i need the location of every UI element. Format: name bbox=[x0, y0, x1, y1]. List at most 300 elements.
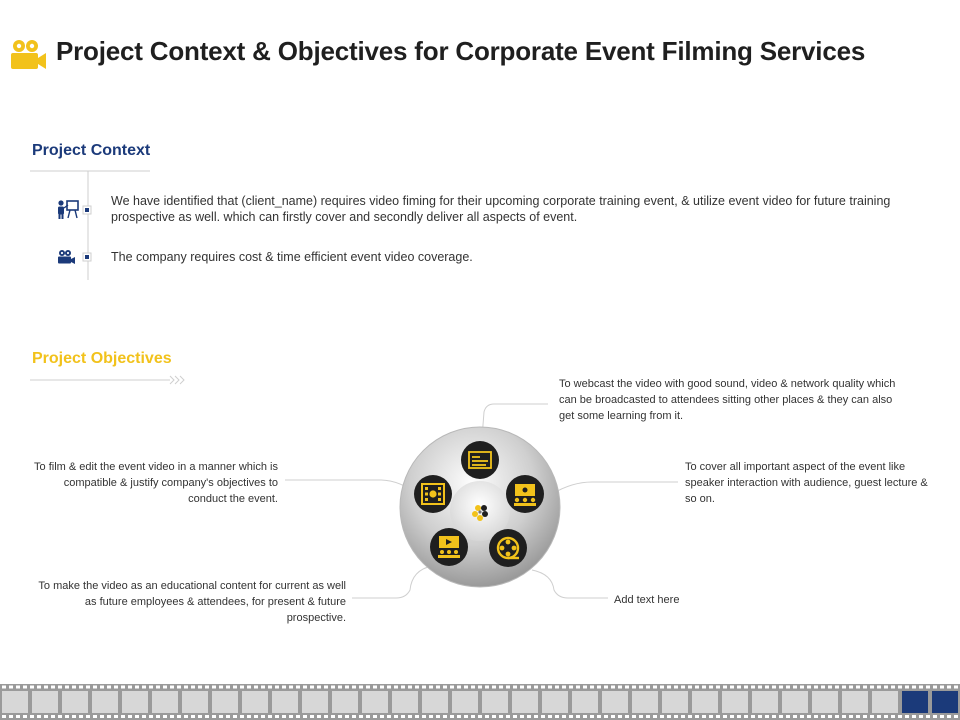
film-perforation bbox=[807, 686, 811, 689]
film-perforation bbox=[569, 686, 573, 689]
film-perforation bbox=[569, 715, 573, 718]
film-perforation bbox=[905, 715, 909, 718]
presentation-audience-icon bbox=[506, 475, 544, 513]
film-perforation bbox=[786, 686, 790, 689]
film-frame bbox=[272, 691, 298, 713]
film-perforation bbox=[653, 715, 657, 718]
film-perforation bbox=[800, 686, 804, 689]
film-perforation bbox=[695, 715, 699, 718]
film-perforation bbox=[926, 715, 930, 718]
film-perforation bbox=[688, 686, 692, 689]
film-perforation bbox=[604, 715, 608, 718]
film-frame bbox=[182, 691, 208, 713]
objective-webcast: To webcast the video with good sound, video & network quality which can be broadcasted to attendees sitting other places & they can also get some learning from it. bbox=[559, 378, 896, 422]
film-perforation bbox=[632, 715, 636, 718]
objective-add-text: Add text here bbox=[614, 594, 680, 606]
film-perforation bbox=[30, 686, 34, 689]
film-perforation bbox=[940, 715, 944, 718]
film-frame bbox=[332, 691, 358, 713]
film-perforation bbox=[485, 715, 489, 718]
film-perforation bbox=[205, 686, 209, 689]
film-perforation bbox=[212, 715, 216, 718]
film-perforation bbox=[660, 715, 664, 718]
film-perforation bbox=[219, 686, 223, 689]
film-perforation bbox=[464, 715, 468, 718]
film-perforation bbox=[814, 686, 818, 689]
film-perforation bbox=[100, 715, 104, 718]
film-perforation bbox=[520, 715, 524, 718]
film-perforation bbox=[114, 686, 118, 689]
film-perforation bbox=[492, 715, 496, 718]
film-perforation bbox=[191, 686, 195, 689]
film-perforation bbox=[709, 686, 713, 689]
film-frame bbox=[512, 691, 538, 713]
film-reel-icon bbox=[489, 529, 527, 567]
film-perforation bbox=[198, 715, 202, 718]
film-perforation bbox=[394, 715, 398, 718]
film-perforation bbox=[520, 686, 524, 689]
film-frame bbox=[782, 691, 808, 713]
film-perforation bbox=[625, 686, 629, 689]
film-frame bbox=[302, 691, 328, 713]
film-perforation bbox=[387, 715, 391, 718]
film-frame bbox=[482, 691, 508, 713]
film-perforation bbox=[107, 686, 111, 689]
film-perforation bbox=[135, 715, 139, 718]
film-perforation bbox=[800, 715, 804, 718]
film-perforation bbox=[604, 686, 608, 689]
film-frame bbox=[92, 691, 118, 713]
film-perforation bbox=[765, 686, 769, 689]
film-perforation bbox=[261, 715, 265, 718]
film-perforation bbox=[912, 686, 916, 689]
film-perforation bbox=[639, 715, 643, 718]
film-perforation bbox=[933, 686, 937, 689]
film-perforation bbox=[324, 686, 328, 689]
film-perforation bbox=[149, 686, 153, 689]
film-perforation bbox=[72, 686, 76, 689]
film-perforation bbox=[779, 715, 783, 718]
film-perforation bbox=[597, 715, 601, 718]
film-perforation bbox=[254, 686, 258, 689]
film-perforation bbox=[100, 686, 104, 689]
film-perforation bbox=[121, 686, 125, 689]
film-perforation bbox=[128, 686, 132, 689]
film-perforation bbox=[331, 686, 335, 689]
film-perforation bbox=[870, 686, 874, 689]
film-perforation bbox=[2, 715, 6, 718]
film-perforation bbox=[478, 715, 482, 718]
film-perforation bbox=[478, 686, 482, 689]
objective-film-edit: To film & edit the event video in a manner which is compatible & justify company's objectives to conduct the event. bbox=[34, 461, 278, 505]
film-perforation bbox=[58, 686, 62, 689]
film-perforation bbox=[72, 715, 76, 718]
film-perforation bbox=[891, 715, 895, 718]
film-perforation bbox=[457, 715, 461, 718]
film-perforation bbox=[380, 686, 384, 689]
film-perforation bbox=[37, 715, 41, 718]
film-perforation bbox=[884, 715, 888, 718]
film-perforation bbox=[177, 686, 181, 689]
film-perforation bbox=[849, 686, 853, 689]
film-perforation bbox=[23, 686, 27, 689]
film-perforation bbox=[366, 686, 370, 689]
film-perforation bbox=[282, 715, 286, 718]
film-perforation bbox=[947, 715, 951, 718]
film-perforation bbox=[212, 686, 216, 689]
film-perforation bbox=[457, 686, 461, 689]
film-perforation bbox=[555, 686, 559, 689]
film-perforation bbox=[450, 715, 454, 718]
film-perforation bbox=[429, 686, 433, 689]
film-perforation bbox=[352, 686, 356, 689]
film-perforation bbox=[954, 686, 958, 689]
film-perforation bbox=[317, 715, 321, 718]
objective-cover-aspects: To cover all important aspect of the event like speaker interaction with audience, guest lecture & so on. bbox=[685, 461, 928, 505]
film-perforation bbox=[170, 715, 174, 718]
film-perforation bbox=[247, 686, 251, 689]
film-perforation bbox=[65, 715, 69, 718]
film-perforation bbox=[93, 715, 97, 718]
film-perforation bbox=[597, 686, 601, 689]
film-perforation bbox=[786, 715, 790, 718]
film-frame bbox=[812, 691, 838, 713]
film-perforation bbox=[548, 686, 552, 689]
film-perforation bbox=[303, 686, 307, 689]
film-perforation bbox=[380, 715, 384, 718]
film-perforation bbox=[555, 715, 559, 718]
film-perforation bbox=[632, 686, 636, 689]
film-perforation bbox=[205, 715, 209, 718]
film-perforation bbox=[618, 686, 622, 689]
film-perforation bbox=[198, 686, 202, 689]
film-perforation bbox=[310, 715, 314, 718]
film-frame bbox=[602, 691, 628, 713]
film-perforation bbox=[590, 715, 594, 718]
film-perforation bbox=[65, 686, 69, 689]
film-perforation bbox=[499, 686, 503, 689]
film-perforation bbox=[415, 686, 419, 689]
film-perforation bbox=[947, 686, 951, 689]
film-perforation bbox=[940, 686, 944, 689]
film-perforation bbox=[93, 686, 97, 689]
film-frame bbox=[122, 691, 148, 713]
film-frame bbox=[572, 691, 598, 713]
context-item-1: We have identified that (client_name) requires video fiming for their upcoming corporate training event, & utilize event video for future training prospective as well. which can firstly cover and secondly deliver all aspects of event. bbox=[111, 194, 891, 224]
film-perforation bbox=[779, 686, 783, 689]
film-perforation bbox=[751, 686, 755, 689]
film-frame bbox=[452, 691, 478, 713]
film-perforation bbox=[863, 715, 867, 718]
film-perforation bbox=[450, 686, 454, 689]
film-perforation bbox=[79, 686, 83, 689]
film-perforation bbox=[583, 686, 587, 689]
project-objectives-heading: Project Objectives bbox=[32, 350, 172, 367]
film-perforation bbox=[303, 715, 307, 718]
film-perforation bbox=[695, 686, 699, 689]
film-perforation bbox=[842, 715, 846, 718]
film-perforation bbox=[142, 715, 146, 718]
film-frame bbox=[362, 691, 388, 713]
film-perforation bbox=[667, 686, 671, 689]
film-frame bbox=[902, 691, 928, 713]
film-perforation bbox=[317, 686, 321, 689]
film-perforation bbox=[275, 715, 279, 718]
film-perforation bbox=[324, 715, 328, 718]
film-perforation bbox=[233, 686, 237, 689]
film-perforation bbox=[345, 715, 349, 718]
film-perforation bbox=[366, 715, 370, 718]
film-perforation bbox=[135, 686, 139, 689]
film-perforation bbox=[401, 686, 405, 689]
film-perforation bbox=[163, 715, 167, 718]
film-perforation bbox=[16, 686, 20, 689]
film-perforation bbox=[730, 715, 734, 718]
film-perforation bbox=[583, 715, 587, 718]
film-perforation bbox=[268, 715, 272, 718]
film-perforation bbox=[359, 686, 363, 689]
film-perforation bbox=[2, 686, 6, 689]
film-perforation bbox=[233, 715, 237, 718]
film-perforation bbox=[674, 686, 678, 689]
film-frame bbox=[62, 691, 88, 713]
film-perforation bbox=[898, 715, 902, 718]
film-perforation bbox=[114, 715, 118, 718]
film-frame bbox=[932, 691, 958, 713]
context-item-2: The company requires cost & time efficient event video coverage. bbox=[111, 250, 473, 264]
film-frame bbox=[872, 691, 898, 713]
film-perforation bbox=[128, 715, 132, 718]
film-perforation bbox=[681, 686, 685, 689]
film-perforation bbox=[765, 715, 769, 718]
film-perforation bbox=[905, 686, 909, 689]
film-perforation bbox=[534, 715, 538, 718]
film-perforation bbox=[506, 715, 510, 718]
film-perforation bbox=[86, 715, 90, 718]
film-frame bbox=[542, 691, 568, 713]
film-perforation bbox=[170, 686, 174, 689]
video-camera-icon bbox=[8, 38, 48, 70]
film-perforation bbox=[877, 686, 881, 689]
film-perforation bbox=[835, 686, 839, 689]
film-perforation bbox=[219, 715, 223, 718]
film-perforation bbox=[352, 715, 356, 718]
film-perforation bbox=[51, 715, 55, 718]
film-perforation bbox=[891, 686, 895, 689]
film-perforation bbox=[737, 715, 741, 718]
film-perforation bbox=[709, 715, 713, 718]
film-perforation bbox=[401, 715, 405, 718]
film-perforation bbox=[870, 715, 874, 718]
film-perforation bbox=[184, 686, 188, 689]
camera-icon bbox=[57, 249, 75, 265]
film-perforation bbox=[821, 686, 825, 689]
film-perforation bbox=[681, 715, 685, 718]
film-perforation bbox=[737, 686, 741, 689]
film-perforation bbox=[240, 686, 244, 689]
page-title: Project Context & Objectives for Corporate Event Filming Services bbox=[56, 36, 866, 66]
film-perforation bbox=[793, 686, 797, 689]
film-perforation bbox=[254, 715, 258, 718]
film-perforation bbox=[282, 686, 286, 689]
film-perforation bbox=[429, 715, 433, 718]
video-screening-icon bbox=[430, 528, 468, 566]
film-frame bbox=[632, 691, 658, 713]
film-perforation bbox=[296, 686, 300, 689]
film-perforation bbox=[345, 686, 349, 689]
film-perforation bbox=[877, 715, 881, 718]
film-perforation bbox=[842, 686, 846, 689]
film-perforation bbox=[625, 715, 629, 718]
film-perforation bbox=[44, 686, 48, 689]
film-perforation bbox=[828, 715, 832, 718]
film-perforation bbox=[807, 715, 811, 718]
film-perforation bbox=[338, 686, 342, 689]
film-perforation bbox=[289, 686, 293, 689]
film-perforation bbox=[548, 715, 552, 718]
film-perforation bbox=[9, 715, 13, 718]
presenter-icon bbox=[56, 199, 80, 219]
project-context-heading: Project Context bbox=[32, 142, 151, 159]
film-perforation bbox=[338, 715, 342, 718]
film-perforation bbox=[436, 686, 440, 689]
film-perforation bbox=[296, 715, 300, 718]
film-perforation bbox=[471, 715, 475, 718]
film-perforation bbox=[527, 715, 531, 718]
film-frame bbox=[752, 691, 778, 713]
film-perforation bbox=[702, 715, 706, 718]
film-perforation bbox=[667, 715, 671, 718]
film-perforation bbox=[184, 715, 188, 718]
film-perforation bbox=[310, 686, 314, 689]
film-perforation bbox=[443, 686, 447, 689]
film-frame bbox=[242, 691, 268, 713]
film-perforation bbox=[107, 715, 111, 718]
film-perforation bbox=[611, 715, 615, 718]
film-perforation bbox=[772, 686, 776, 689]
film-perforation bbox=[849, 715, 853, 718]
film-frame bbox=[842, 691, 868, 713]
film-perforation bbox=[86, 686, 90, 689]
film-perforation bbox=[814, 715, 818, 718]
film-perforation bbox=[331, 715, 335, 718]
film-perforation bbox=[373, 715, 377, 718]
film-perforation bbox=[268, 686, 272, 689]
film-perforation bbox=[485, 686, 489, 689]
film-perforation bbox=[513, 686, 517, 689]
film-frame bbox=[152, 691, 178, 713]
film-perforation bbox=[149, 715, 153, 718]
film-perforation bbox=[954, 715, 958, 718]
film-perforation bbox=[884, 686, 888, 689]
film-perforation bbox=[464, 686, 468, 689]
film-perforation bbox=[660, 686, 664, 689]
film-strip-decoration bbox=[0, 684, 960, 720]
film-perforation bbox=[359, 715, 363, 718]
film-perforation bbox=[415, 715, 419, 718]
film-perforation bbox=[702, 686, 706, 689]
film-perforation bbox=[527, 686, 531, 689]
film-perforation bbox=[387, 686, 391, 689]
film-perforation bbox=[513, 715, 517, 718]
film-perforation bbox=[534, 686, 538, 689]
film-perforation bbox=[240, 715, 244, 718]
film-perforation bbox=[856, 686, 860, 689]
film-perforation bbox=[933, 715, 937, 718]
film-perforation bbox=[247, 715, 251, 718]
film-perforation bbox=[16, 715, 20, 718]
film-perforation bbox=[226, 715, 230, 718]
film-perforation bbox=[23, 715, 27, 718]
film-perforation bbox=[541, 686, 545, 689]
film-perforation bbox=[772, 715, 776, 718]
film-perforation bbox=[541, 715, 545, 718]
film-perforation bbox=[226, 686, 230, 689]
film-frame bbox=[722, 691, 748, 713]
film-perforation bbox=[191, 715, 195, 718]
film-frame bbox=[392, 691, 418, 713]
film-perforation bbox=[422, 686, 426, 689]
film-perforation bbox=[506, 686, 510, 689]
film-perforation bbox=[562, 686, 566, 689]
film-perforation bbox=[408, 715, 412, 718]
film-perforation bbox=[289, 715, 293, 718]
film-perforation bbox=[898, 686, 902, 689]
film-perforation bbox=[408, 686, 412, 689]
film-perforation bbox=[471, 686, 475, 689]
film-perforation bbox=[653, 686, 657, 689]
film-perforation bbox=[394, 686, 398, 689]
film-perforation bbox=[44, 715, 48, 718]
timeline-node bbox=[82, 252, 92, 262]
film-perforation bbox=[275, 686, 279, 689]
film-edit-icon bbox=[414, 475, 452, 513]
film-perforation bbox=[590, 686, 594, 689]
timeline-node bbox=[82, 205, 92, 215]
film-perforation bbox=[156, 686, 160, 689]
film-perforation bbox=[163, 686, 167, 689]
film-perforation bbox=[373, 686, 377, 689]
film-perforation bbox=[156, 715, 160, 718]
film-perforation bbox=[639, 686, 643, 689]
film-perforation bbox=[716, 686, 720, 689]
film-perforation bbox=[79, 715, 83, 718]
film-perforation bbox=[30, 715, 34, 718]
film-perforation bbox=[758, 686, 762, 689]
film-perforation bbox=[121, 715, 125, 718]
film-perforation bbox=[261, 686, 265, 689]
film-reel-wheel bbox=[398, 425, 562, 589]
film-perforation bbox=[912, 715, 916, 718]
film-perforation bbox=[611, 686, 615, 689]
film-frame bbox=[692, 691, 718, 713]
film-perforation bbox=[51, 686, 55, 689]
film-perforation bbox=[9, 686, 13, 689]
film-perforation bbox=[793, 715, 797, 718]
film-perforation bbox=[646, 715, 650, 718]
film-perforation bbox=[828, 686, 832, 689]
film-perforation bbox=[919, 686, 923, 689]
film-perforation bbox=[646, 686, 650, 689]
film-perforation bbox=[142, 686, 146, 689]
film-frame bbox=[32, 691, 58, 713]
film-perforation bbox=[863, 686, 867, 689]
film-perforation bbox=[758, 715, 762, 718]
film-perforation bbox=[919, 715, 923, 718]
film-perforation bbox=[443, 715, 447, 718]
objective-educational-content: To make the video as an educational content for current as well as future employees & attendees, for present & future prospective. bbox=[38, 580, 346, 624]
film-frame bbox=[212, 691, 238, 713]
